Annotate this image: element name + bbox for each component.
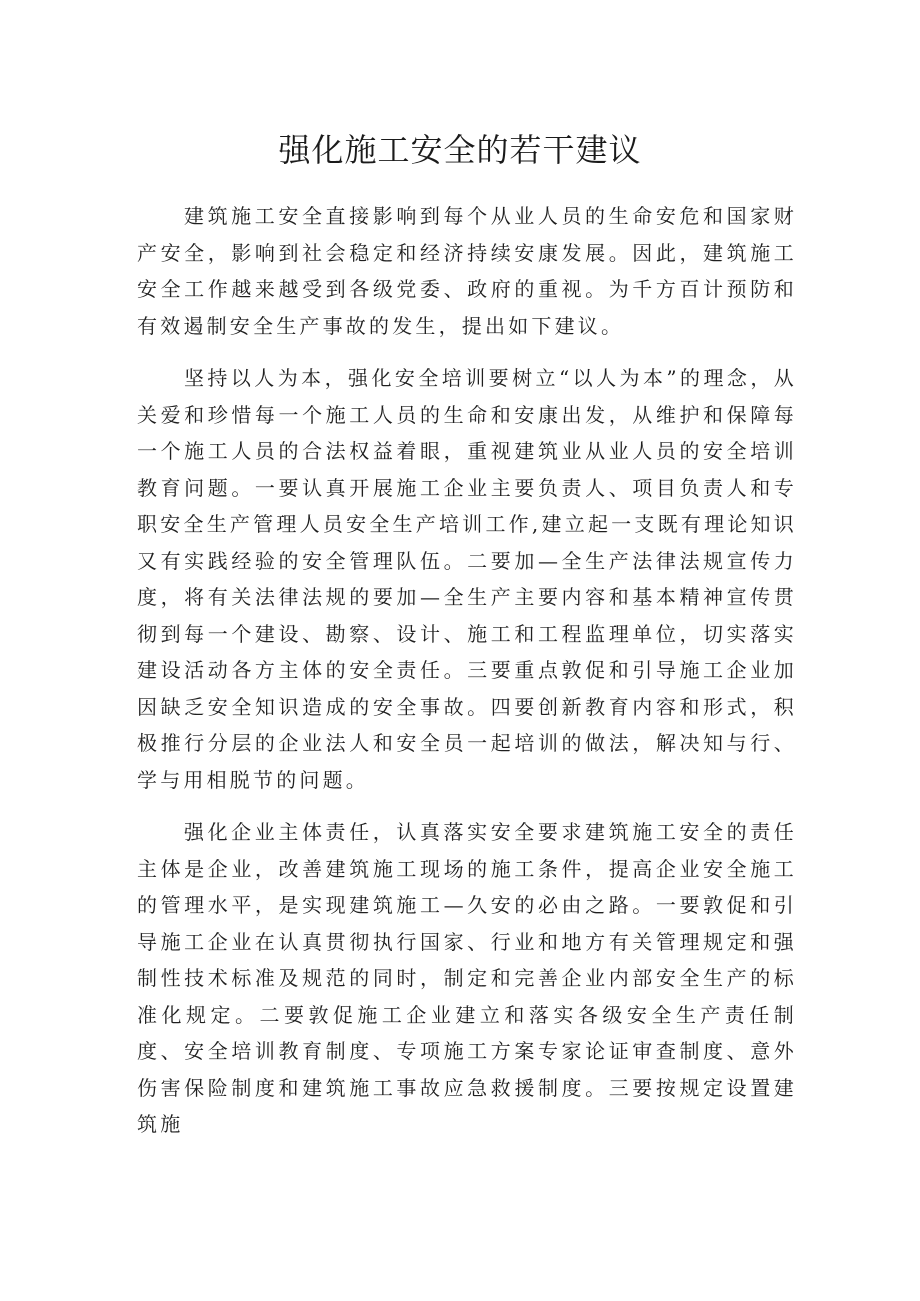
paragraph-intro: 建筑施工安全直接影响到每个从业人员的生命安危和国家财产安全，影响到社会稳定和经济持续安康发展。因此，建筑施工安全工作越来越受到各级党委、政府的重视。为千方百计预防和有效遏制安全生产事故的发生，提出如下建议。 — [137, 204, 797, 338]
paragraph-responsibility: 强化企业主体责任，认真落实安全要求建筑施工安全的责任主体是企业，改善建筑施工现场的施工条件，提高企业安全施工的管理水平，是实现建筑施工—久安的必由之路。一要敦促和引导施工企业在认真贯彻执行国家、行业和地方有关管理规定和强制性技术标准及规范的同时，制定和完善企业内部安全生产的标准化规定。二要敦促施工企业建立和落实各级安全生产责任制度、安全培训教育制度、专项施工方案专家论证审查制度、意外伤害保险制度和建筑施工事故应急救援制度。三要按规定设置建筑施 — [137, 820, 797, 1136]
document-title: 强化施工安全的若干建议 — [278, 131, 642, 169]
paragraph-training: 坚持以人为本，强化安全培训要树立“以人为本”的理念，从关爱和珍惜每一个施工人员的生命和安康出发，从维护和保障每一个施工人员的合法权益着眼，重视建筑业从业人员的安全培训教育问题。一要认真开展施工企业主要负责人、项目负责人和专职安全生产管理人员安全生产培训工作,建立起一支既有理论知识又有实践经验的安全管理队伍。二要加—全生产法律法规宣传力度，将有关法律法规的要加—全生产主要内容和基本精神宣传贯彻到每一个建设、勘察、设计、施工和工程监理单位，切实落实建设活动各方主体的安全责任。三要重点敦促和引导施工企业加因缺乏安全知识造成的安全事故。四要创新教育内容和形式，积极推行分层的企业法人和安全员一起培训的做法，解决知与行、学与用相脱节的问题。 — [137, 366, 797, 792]
document-body — [137, 198, 797, 1159]
